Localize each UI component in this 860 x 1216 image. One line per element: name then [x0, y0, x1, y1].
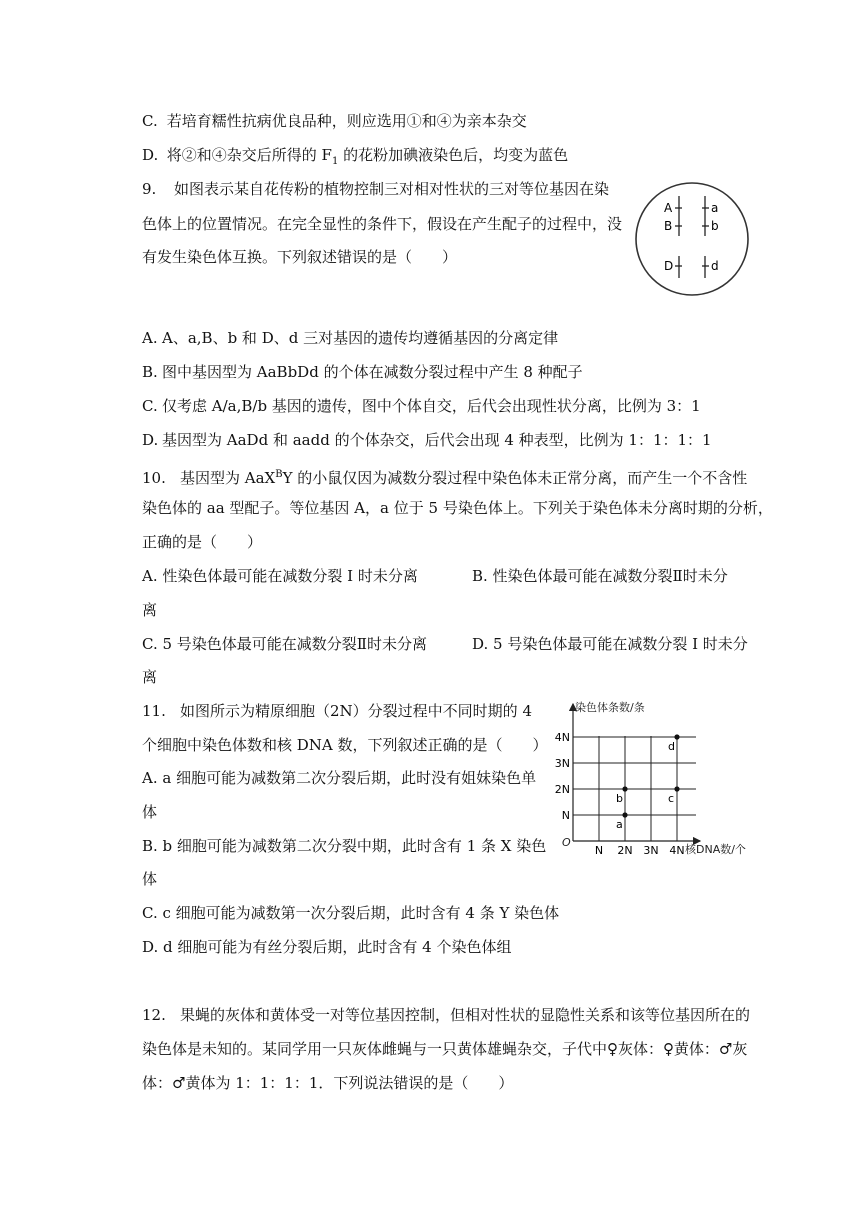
q11-stem-line2: 个细胞中染色体数和核 DNA 数，下列叙述正确的是（ ）	[142, 736, 548, 754]
q10-option-b: B. 性染色体最可能在减数分裂Ⅱ时未分	[472, 567, 728, 585]
q10-option-b-wrap: 离	[142, 601, 158, 619]
option-text: 若培育糯性抗病优良品种，则应选用①和④为亲本杂交	[166, 112, 527, 130]
y-axis-label: 染色体条数/条	[575, 701, 645, 714]
x-axis-label: 核DNA数/个	[685, 843, 746, 856]
y-tick-label: 2N	[554, 783, 570, 796]
data-point-b	[622, 786, 627, 791]
option-text: 图中基因型为 AaBbDd 的个体在减数分裂过程中产生 8 种配子	[162, 363, 583, 381]
question-number: 10.	[142, 469, 166, 487]
q11-option-b-wrap: 体	[142, 870, 158, 888]
x-tick-label: 2N	[617, 844, 633, 857]
option-text: 基因型为 AaDd 和 aadd 的个体杂交，后代会出现 4 种表型，比例为 1：1：1：1	[162, 431, 712, 449]
data-point-a	[622, 812, 627, 817]
stem-post: Y 的小鼠仅因为减数分裂过程中染色体未正常分离，而产生一个不含性	[282, 469, 748, 487]
option-letter: D.	[142, 431, 159, 449]
option-text: A、a,B、b 和 D、d 三对基因的遗传均遵循基因的分离定律	[162, 329, 559, 347]
data-point-d	[674, 734, 679, 739]
option-letter: D.	[142, 146, 159, 164]
q11-stem-line1	[142, 701, 532, 721]
x-tick-label: N	[594, 844, 604, 857]
q11-option-d: D. d 细胞可能为有丝分裂后期，此时含有 4 个染色体组	[142, 938, 512, 956]
data-point-label: d	[668, 740, 675, 753]
prev-option-c	[142, 111, 527, 131]
q9-option-a	[142, 328, 558, 348]
question-number: 12.	[142, 1006, 166, 1024]
q12-stem-line3: 体：♂黄体为 1：1：1：1．下列说法错误的是（ ）	[142, 1074, 514, 1092]
question-stem: 如图表示某自花传粉的植物控制三对相对性状的三对等位基因在染	[174, 180, 610, 198]
q10-option-d-wrap: 离	[142, 668, 158, 686]
gene-label-A: A	[664, 201, 673, 215]
cell-outline	[636, 183, 748, 295]
stem-pre: 基因型为 AaX	[180, 469, 276, 487]
q9-stem-line2: 色体上的位置情况。在完全显性的条件下，假设在产生配子的过程中，没	[142, 215, 623, 233]
q11-option-c: C. c 细胞可能为减数第一次分裂后期，此时含有 4 条 Y 染色体	[142, 904, 560, 922]
option-letter: B.	[142, 363, 158, 381]
gene-label-d: d	[711, 259, 719, 273]
q9-option-b	[142, 362, 583, 382]
q11-option-a-wrap: 体	[142, 803, 158, 821]
option-letter: C.	[142, 397, 158, 415]
data-point-label: a	[616, 818, 623, 831]
subscript: 1	[331, 156, 339, 167]
q11-option-a: A. a 细胞可能为减数第二次分裂后期，此时没有姐妹染色单	[142, 769, 537, 787]
gene-label-B: B	[664, 219, 673, 233]
q10-stem-line1	[142, 465, 747, 488]
x-tick-label: 3N	[643, 844, 659, 857]
data-point-label: b	[616, 792, 623, 805]
data-points	[616, 734, 680, 831]
option-letter: A.	[142, 329, 158, 347]
x-tick-label: 4N	[669, 844, 685, 857]
question-stem: 如图所示为精原细胞（2N）分裂过程中不同时期的 4	[180, 702, 532, 720]
q9-stem-line3: 有发生染色体互换。下列叙述错误的是（ ）	[142, 248, 458, 266]
q9-option-d	[142, 430, 712, 450]
origin-label: O	[562, 836, 571, 849]
y-tick-label: N	[561, 809, 570, 822]
chromosome-figure	[632, 180, 752, 298]
y-tick-label: 3N	[554, 757, 570, 770]
q10-stem-line2: 染色体的 aa 型配子。等位基因 A，a 位于 5 号染色体上。下列关于染色体未分离时期的分析，	[142, 499, 773, 517]
question-number: 11.	[142, 702, 166, 720]
data-point-c	[674, 786, 679, 791]
superscript: B	[275, 469, 283, 480]
gene-label-b: b	[711, 219, 719, 233]
y-tick-label: 4N	[554, 731, 570, 744]
q10-option-d: D. 5 号染色体最可能在减数分裂 I 时未分	[472, 635, 748, 653]
q10-option-a: A. 性染色体最可能在减数分裂 I 时未分离	[142, 567, 418, 585]
question-stem: 果蝇的灰体和黄体受一对等位基因控制，但相对性状的显隐性关系和该等位基因所在的	[180, 1006, 751, 1024]
question-number: 9.	[142, 180, 157, 198]
q10-stem-line3: 正确的是（ ）	[142, 533, 263, 551]
prev-option-d	[142, 145, 568, 172]
gene-label-D: D	[664, 259, 674, 273]
q9-option-c	[142, 396, 701, 416]
option-letter: C.	[142, 112, 158, 130]
gene-label-a: a	[711, 201, 719, 215]
q9-stem-line1	[142, 179, 609, 199]
q12-stem-line1	[142, 1005, 750, 1025]
q12-stem-line2: 染色体是未知的。某同学用一只灰体雌蝇与一只黄体雄蝇杂交，子代中♀灰体：♀黄体：♂灰	[142, 1040, 748, 1058]
chromosome-dna-graph	[552, 696, 762, 861]
option-text-post: 的花粉加碘液染色后，均变为蓝色	[338, 146, 569, 164]
data-point-label: c	[668, 792, 675, 805]
q10-option-c: C. 5 号染色体最可能在减数分裂Ⅱ时未分离	[142, 635, 427, 653]
option-text-pre: 将②和④杂交后所得的 F	[166, 146, 332, 164]
q11-option-b: B. b 细胞可能为减数第二次分裂中期，此时含有 1 条 X 染色	[142, 837, 547, 855]
option-text: 仅考虑 A/a,B/b 基因的遗传，图中个体自交，后代会出现性状分离，比例为 3：1	[162, 397, 701, 415]
